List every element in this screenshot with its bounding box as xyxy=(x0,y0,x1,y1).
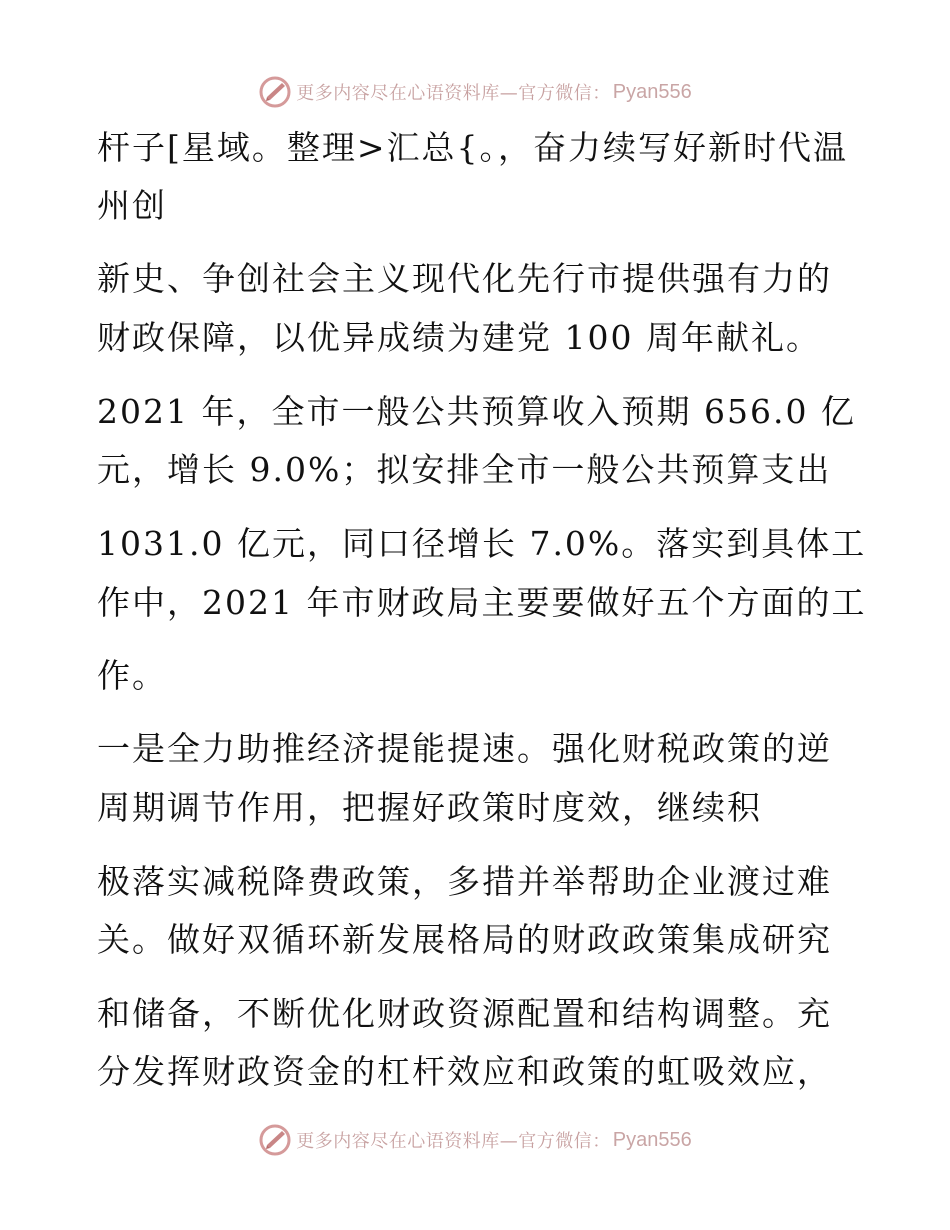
text-line: 作中，2021 年市财政局主要要做好五个方面的工 xyxy=(97,583,867,622)
text-line: 周期调节作用，把握好政策时度效，继续积 xyxy=(97,788,762,827)
text-line: 元，增长 9.0%；拟安排全市一般公共预算支出 xyxy=(97,450,832,489)
text-line: 州创 xyxy=(97,186,167,225)
text-line: 和储备，不断优化财政资源配置和结构调整。充 xyxy=(97,994,832,1033)
text-line: 1031.0 亿元，同口径增长 7.0%。落实到具体工 xyxy=(97,524,867,563)
text-line: 财政保障，以优异成绩为建党 100 周年献礼。 xyxy=(97,318,821,357)
header-brand-text: 更多内容尽在心语资料库—官方微信： xyxy=(296,83,611,104)
header-brand-id: Pyan556 xyxy=(612,80,692,103)
text-line: 新史、争创社会主义现代化先行市提供强有力的 xyxy=(97,259,832,298)
footer-brand-text: 更多内容尽在心语资料库—官方微信： xyxy=(296,1131,611,1152)
text-line: 分发挥财政资金的杠杆效应和政策的虹吸效应， xyxy=(97,1052,832,1091)
text-line: 极落实减税降费政策，多措并举帮助企业渡过难 xyxy=(97,862,832,901)
text-line: 2021 年，全市一般公共预算收入预期 656.0 亿 xyxy=(97,392,856,431)
footer-watermark xyxy=(0,1118,950,1162)
text-line: 作。 xyxy=(97,656,167,695)
footer-brand-id: Pyan556 xyxy=(612,1128,692,1151)
text-line: 一是全力助推经济提能提速。强化财税政策的逆 xyxy=(97,729,832,768)
text-line: 关。做好双循环新发展格局的财政政策集成研究 xyxy=(97,920,832,959)
text-line: 杆子[星域。整理>汇总{。，奋力续写好新时代温 xyxy=(97,128,849,167)
brand-logo-icon xyxy=(258,1123,292,1157)
